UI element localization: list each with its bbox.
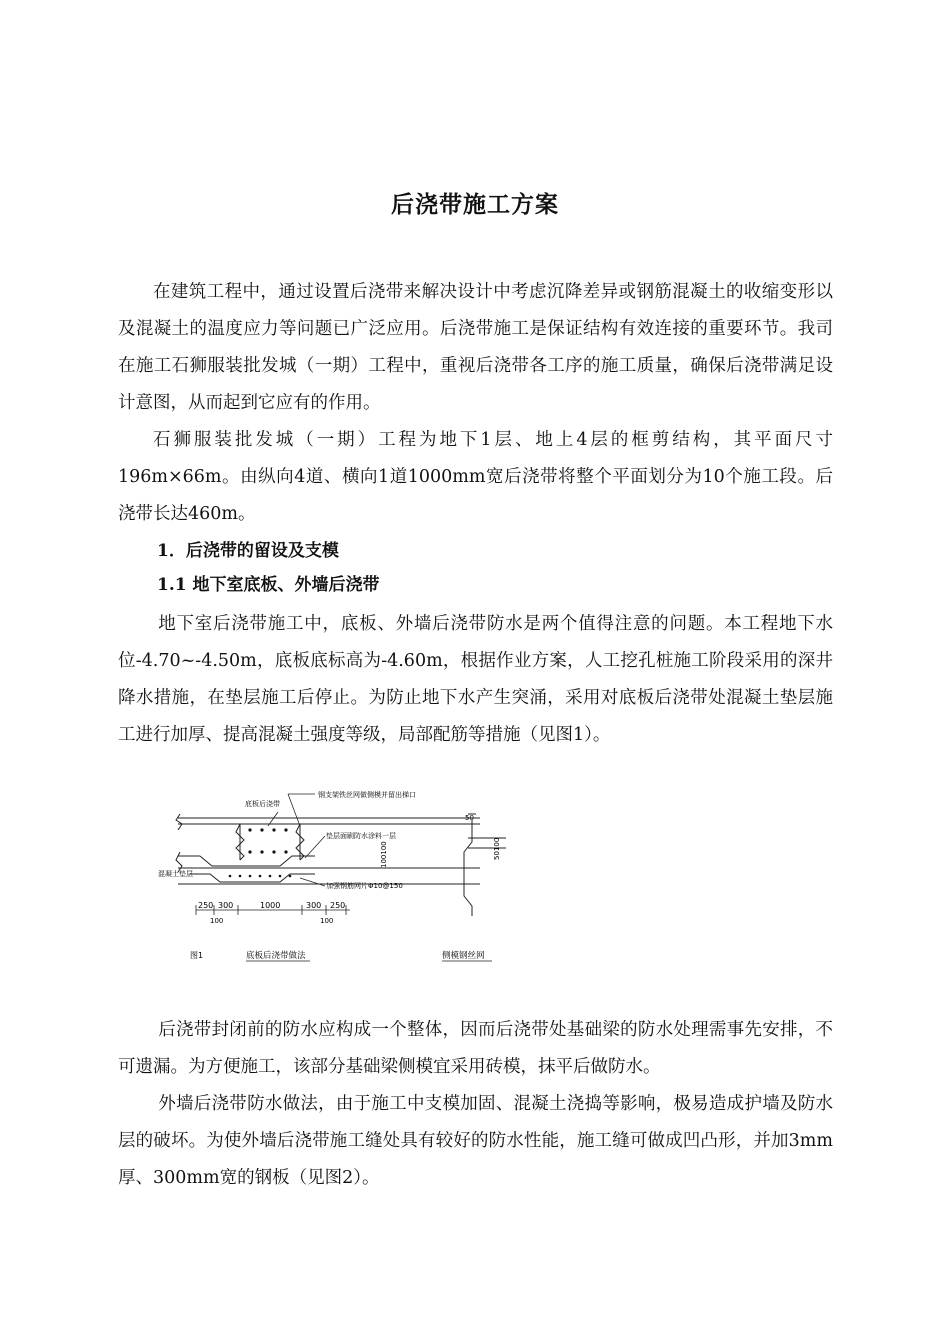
dim-vertical: 100100: [380, 841, 388, 868]
paragraph-waterproof: 后浇带封闭前的防水应构成一个整体，因而后浇带处基础梁的防水处理需事先安排，不可遗漏。为方便施工，该部分基础梁侧模宜采用砖模，抹平后做防水。: [118, 1020, 833, 1077]
paragraph-intro: 在建筑工程中，通过设置后浇带来解决设计中考虑沉降差异或钢筋混凝土的收缩变形以及混凝土的温度应力等问题已广泛应用。后浇带施工是保证结构有效连接的重要环节。我司在施工石狮服装批发城（一期）工程中，重视后浇带各工序的施工质量，确保后浇带满足设计意图，从而起到它应有的作用。: [118, 282, 833, 413]
dim-100-left: 100: [210, 917, 224, 925]
side-dim-mid: 50100: [493, 837, 501, 860]
figure-caption-side: 侧模钢丝网: [442, 951, 485, 961]
figure-caption: 底板后浇带做法: [246, 951, 306, 961]
label-mesh: 加强钢筋网片Φ10@150: [326, 882, 403, 890]
label-band: 底板后浇带: [245, 800, 280, 808]
label-steel: 钢支架铁丝网做侧模并留出梯口: [318, 791, 416, 799]
section-heading-1-1: 1.1 地下室底板、外墙后浇带: [157, 575, 380, 595]
page-title: 后浇带施工方案: [391, 191, 559, 218]
dim-250-left: 250: [198, 901, 214, 910]
dim-1000: 1000: [260, 901, 281, 910]
dim-100-right: 100: [320, 917, 334, 925]
dim-300-right: 300: [306, 901, 322, 910]
rebar-dots: [229, 828, 292, 877]
paragraph-project: 石狮服装批发城（一期）工程为地下1层、地上4层的框剪结构，其平面尺寸196m×66m。由纵向4道、横向1道1000mm宽后浇带将整个平面划分为10个施工段。后浇带长达460m。: [118, 430, 833, 524]
section-heading-1: 1．后浇带的留设及支模: [157, 541, 339, 561]
dim-250-right: 250: [330, 901, 346, 910]
label-waterproof: 垫层面刷防水涂料一层: [326, 832, 396, 840]
figure-number: 图1: [190, 951, 204, 960]
slab-section: [176, 814, 480, 884]
side-form-profile: [464, 814, 506, 916]
figure-1-diagram: [150, 780, 510, 970]
paragraph-wall: 外墙后浇带防水做法，由于施工中支模加固、混凝土浇捣等影响，极易造成护墙及防水层的破坏。为使外墙后浇带施工缝处具有较好的防水性能，施工缝可做成凹凸形，并加3mm厚、300mm宽的钢板（见图2）。: [118, 1094, 833, 1188]
paragraph-basement: 地下室后浇带施工中，底板、外墙后浇带防水是两个值得注意的问题。本工程地下水位-4.70~-4.50m，底板底标高为-4.60m，根据作业方案，人工挖孔桩施工阶段采用的深井降水措施，在垫层施工后停止。为防止地下水产生突涌，采用对底板后浇带处混凝土垫层施工进行加厚、提高混凝土强度等级，局部配筋等措施（见图1）。: [118, 614, 833, 745]
label-cushion: 混凝土垫层: [158, 870, 193, 878]
dim-300-left: 300: [218, 901, 234, 910]
side-dim-top: 50: [465, 814, 474, 822]
